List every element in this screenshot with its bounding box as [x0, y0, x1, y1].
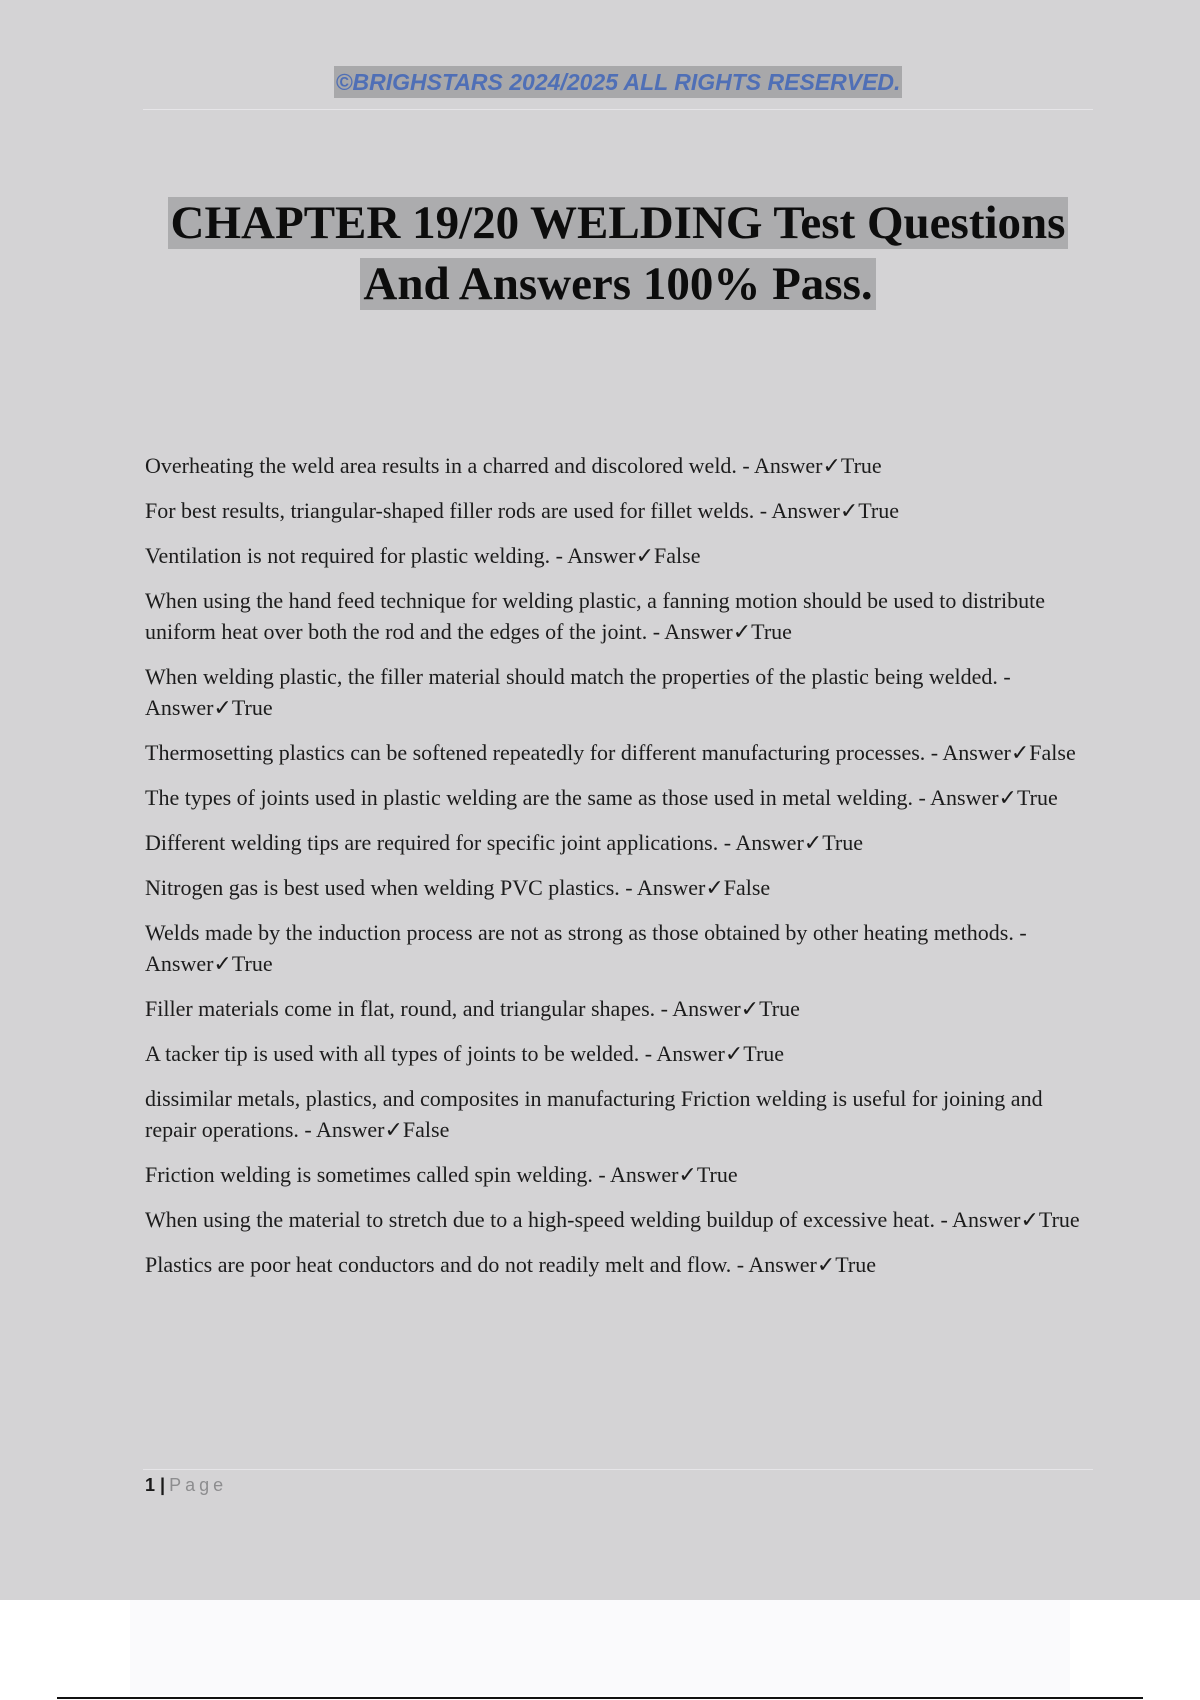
qa-item: Filler materials come in flat, round, and triangular shapes. - Answer✓True — [145, 996, 800, 1021]
qa-item: Ventilation is not required for plastic welding. - Answer✓False — [145, 543, 701, 568]
page-footer — [145, 1473, 227, 1497]
qa-item: For best results, triangular-shaped filler rods are used for fillet welds. - Answer✓True — [145, 498, 900, 523]
page-label: Page — [169, 1475, 228, 1495]
bottom-divider — [57, 1697, 1143, 1699]
qa-item: Friction welding is sometimes called spin welding. - Answer✓True — [145, 1162, 738, 1187]
page-number: 1 — [145, 1475, 156, 1495]
title-line-2: And Answers 100% Pass. — [360, 258, 875, 310]
qa-item: The types of joints used in plastic welding are the same as those used in metal welding. - Answer✓True — [145, 785, 1058, 810]
qa-item: Welds made by the induction process are not as strong as those obtained by other heating methods. - Answer✓True — [145, 920, 1027, 976]
qa-item: dissimilar metals, plastics, and composites in manufacturing Friction welding is useful for joining and repair operations. - Answer✓False — [145, 1086, 1043, 1142]
qa-item: Plastics are poor heat conductors and do not readily melt and flow. - Answer✓True — [145, 1252, 877, 1277]
footer-divider — [143, 1469, 1093, 1470]
question-answer-list — [145, 450, 1095, 1294]
qa-item: Thermosetting plastics can be softened repeatedly for different manufacturing processes. - Answer✓False — [145, 740, 1076, 765]
qa-item: Overheating the weld area results in a charred and discolored weld. - Answer✓True — [145, 453, 882, 478]
document-title — [143, 193, 1093, 315]
qa-item: Different welding tips are required for specific joint applications. - Answer✓True — [145, 830, 863, 855]
qa-item: When using the hand feed technique for welding plastic, a fanning motion should be used to distribute uniform heat over both the rod and the edges of the joint. - Answer✓True — [145, 588, 1045, 644]
qa-item: A tacker tip is used with all types of joints to be welded. - Answer✓True — [145, 1041, 785, 1066]
next-page-preview — [130, 1600, 1070, 1695]
copyright-header: ©BRIGHSTARS 2024/2025 ALL RIGHTS RESERVED. — [334, 66, 903, 98]
qa-item: When using the material to stretch due to a high-speed welding buildup of excessive heat. - Answer✓True — [145, 1207, 1080, 1232]
qa-item: Nitrogen gas is best used when welding PVC plastics. - Answer✓False — [145, 875, 771, 900]
header-divider — [143, 109, 1093, 110]
qa-item: When welding plastic, the filler material should match the properties of the plastic being welded. - Answer✓True — [145, 664, 1011, 720]
footer-separator: | — [160, 1475, 166, 1495]
title-line-1: CHAPTER 19/20 WELDING Test Questions — [168, 197, 1069, 249]
page-header — [143, 66, 1093, 98]
